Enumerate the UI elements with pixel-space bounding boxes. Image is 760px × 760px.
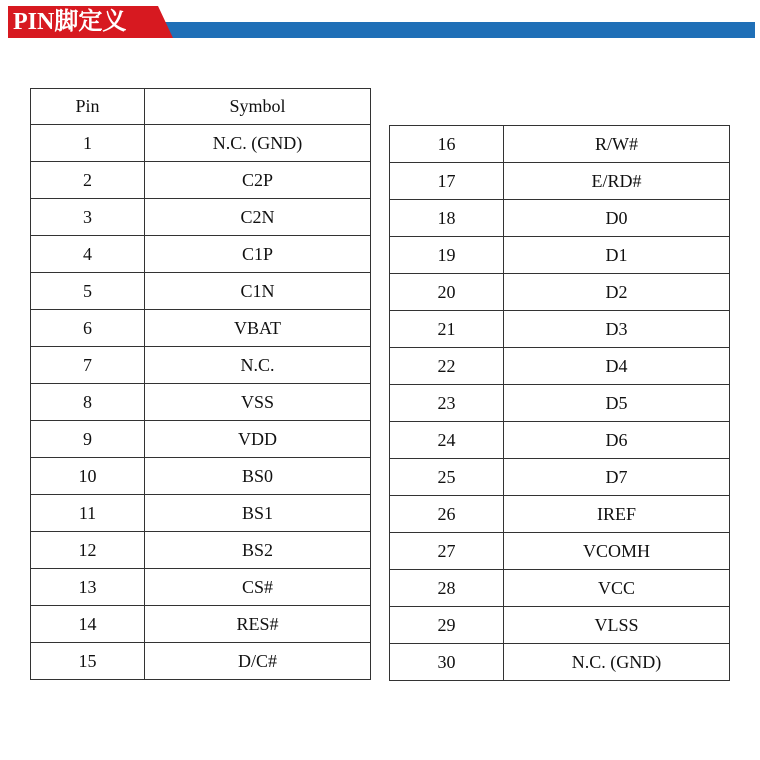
table-row	[31, 125, 371, 162]
pin-number-cell: 26	[390, 496, 504, 533]
pin-symbol-cell: D4	[504, 348, 730, 385]
pin-number-cell: 11	[31, 495, 145, 532]
pin-number-cell: 30	[390, 644, 504, 681]
table-row	[31, 236, 371, 273]
pin-number-cell: 3	[31, 199, 145, 236]
table-row	[390, 533, 730, 570]
pin-number-cell: 2	[31, 162, 145, 199]
pin-symbol-cell: IREF	[504, 496, 730, 533]
pin-number-cell: 14	[31, 606, 145, 643]
table-row	[390, 570, 730, 607]
pin-symbol-cell: D2	[504, 274, 730, 311]
table-row	[390, 311, 730, 348]
table-header-row	[31, 89, 371, 125]
pin-symbol-cell: E/RD#	[504, 163, 730, 200]
pin-table-right	[389, 125, 730, 681]
table-row	[31, 273, 371, 310]
pin-symbol-cell: VSS	[145, 384, 371, 421]
pin-number-cell: 1	[31, 125, 145, 162]
banner-blue-bar	[150, 22, 755, 38]
table-row	[31, 569, 371, 606]
pin-number-cell: 21	[390, 311, 504, 348]
table-row	[390, 496, 730, 533]
pin-column-header: Pin	[31, 89, 145, 125]
pin-number-cell: 13	[31, 569, 145, 606]
pin-symbol-cell: N.C.	[145, 347, 371, 384]
table-row	[31, 421, 371, 458]
pin-number-cell: 28	[390, 570, 504, 607]
pin-symbol-cell: RES#	[145, 606, 371, 643]
pin-symbol-cell: BS2	[145, 532, 371, 569]
pin-number-cell: 19	[390, 237, 504, 274]
pin-symbol-cell: BS0	[145, 458, 371, 495]
pin-number-cell: 24	[390, 422, 504, 459]
table-row	[31, 458, 371, 495]
pin-symbol-cell: BS1	[145, 495, 371, 532]
pin-symbol-cell: N.C. (GND)	[145, 125, 371, 162]
pin-number-cell: 17	[390, 163, 504, 200]
table-row	[390, 126, 730, 163]
pin-number-cell: 23	[390, 385, 504, 422]
table-row	[390, 348, 730, 385]
table-row	[31, 347, 371, 384]
pin-symbol-cell: D0	[504, 200, 730, 237]
pin-symbol-cell: D/C#	[145, 643, 371, 680]
table-row	[31, 199, 371, 236]
pin-symbol-cell: N.C. (GND)	[504, 644, 730, 681]
pin-symbol-cell: R/W#	[504, 126, 730, 163]
pin-number-cell: 12	[31, 532, 145, 569]
table-row	[390, 200, 730, 237]
pin-number-cell: 8	[31, 384, 145, 421]
pin-number-cell: 10	[31, 458, 145, 495]
table-row	[390, 274, 730, 311]
pin-number-cell: 18	[390, 200, 504, 237]
table-row	[31, 384, 371, 421]
pin-symbol-cell: C1P	[145, 236, 371, 273]
pin-number-cell: 20	[390, 274, 504, 311]
pin-symbol-cell: D1	[504, 237, 730, 274]
table-row	[31, 162, 371, 199]
table-row	[390, 607, 730, 644]
pin-symbol-cell: VCOMH	[504, 533, 730, 570]
table-row	[390, 385, 730, 422]
table-row	[31, 532, 371, 569]
pin-symbol-cell: CS#	[145, 569, 371, 606]
table-row	[390, 163, 730, 200]
table-row	[390, 459, 730, 496]
header-banner	[0, 0, 760, 46]
pin-symbol-cell: VLSS	[504, 607, 730, 644]
pin-number-cell: 25	[390, 459, 504, 496]
pin-symbol-cell: D7	[504, 459, 730, 496]
pin-symbol-cell: C1N	[145, 273, 371, 310]
pin-number-cell: 5	[31, 273, 145, 310]
table-row	[31, 643, 371, 680]
pin-symbol-cell: D6	[504, 422, 730, 459]
pin-symbol-cell: C2P	[145, 162, 371, 199]
page-title: PIN脚定义	[13, 9, 127, 35]
pin-symbol-cell: VBAT	[145, 310, 371, 347]
pin-table-left	[30, 88, 371, 680]
pin-number-cell: 9	[31, 421, 145, 458]
pin-symbol-cell: VCC	[504, 570, 730, 607]
table-row	[390, 237, 730, 274]
pin-symbol-cell: C2N	[145, 199, 371, 236]
pin-symbol-cell: D5	[504, 385, 730, 422]
table-row	[390, 422, 730, 459]
pin-number-cell: 6	[31, 310, 145, 347]
table-row	[31, 310, 371, 347]
pin-number-cell: 16	[390, 126, 504, 163]
pin-symbol-cell: VDD	[145, 421, 371, 458]
pin-number-cell: 29	[390, 607, 504, 644]
table-row	[390, 644, 730, 681]
pin-number-cell: 15	[31, 643, 145, 680]
pin-symbol-cell: D3	[504, 311, 730, 348]
pin-number-cell: 4	[31, 236, 145, 273]
table-row	[31, 495, 371, 532]
pin-number-cell: 7	[31, 347, 145, 384]
pin-number-cell: 22	[390, 348, 504, 385]
table-row	[31, 606, 371, 643]
symbol-column-header: Symbol	[145, 89, 371, 125]
pin-number-cell: 27	[390, 533, 504, 570]
